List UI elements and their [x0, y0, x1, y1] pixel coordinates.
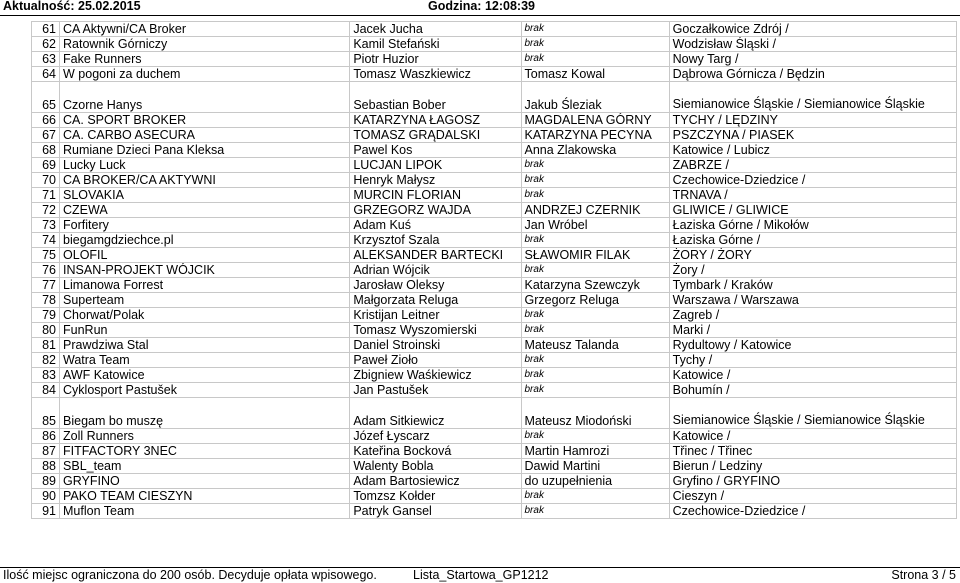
row-number: 65	[32, 82, 60, 113]
runner-2-name: brak	[521, 368, 669, 383]
table-row	[32, 203, 957, 218]
runner-1-name: Pawel Kos	[350, 143, 521, 158]
runner-2-name: brak	[521, 173, 669, 188]
team-name: Watra Team	[60, 353, 350, 368]
runner-2-name: brak	[521, 429, 669, 444]
city-cell: Siemianowice Śląskie / Siemianowice Śląskie	[669, 398, 956, 429]
city-cell: Marki /	[669, 323, 956, 338]
runner-2-name: Tomasz Kowal	[521, 67, 669, 82]
runner-2-name: brak	[521, 489, 669, 504]
row-number: 86	[32, 429, 60, 444]
runner-1-name: Kamil Stefański	[350, 37, 521, 52]
runner-1-name: Krzysztof Szala	[350, 233, 521, 248]
runner-1-name: Adrian Wójcik	[350, 263, 521, 278]
table-row	[32, 444, 957, 459]
team-name: SLOVAKIA	[60, 188, 350, 203]
runner-1-name: Daniel Stroinski	[350, 338, 521, 353]
row-number: 70	[32, 173, 60, 188]
table-row	[32, 263, 957, 278]
runner-1-name: Tomasz Waszkiewicz	[350, 67, 521, 82]
team-name: Lucky Luck	[60, 158, 350, 173]
row-number: 90	[32, 489, 60, 504]
runner-1-name: Kateřina Bocková	[350, 444, 521, 459]
city-cell: Łaziska Górne /	[669, 233, 956, 248]
runner-2-name: MAGDALENA GÓRNY	[521, 113, 669, 128]
city-cell: Goczałkowice Zdrój /	[669, 22, 956, 37]
table-row	[32, 293, 957, 308]
update-date: Aktualność: 25.02.2015	[3, 0, 141, 13]
row-number: 68	[32, 143, 60, 158]
table-row	[32, 398, 957, 429]
runner-1-name: Zbigniew Waśkiewicz	[350, 368, 521, 383]
runner-2-name: brak	[521, 52, 669, 67]
start-list-body	[32, 22, 957, 519]
runner-1-name: Adam Bartosiewicz	[350, 474, 521, 489]
runner-1-name: KATARZYNA ŁAGOSZ	[350, 113, 521, 128]
city-cell: Rydultowy / Katowice	[669, 338, 956, 353]
team-name: Muflon Team	[60, 504, 350, 519]
table-row	[32, 37, 957, 52]
runner-1-name: ALEKSANDER BARTECKI	[350, 248, 521, 263]
city-cell: TRNAVA /	[669, 188, 956, 203]
row-number: 81	[32, 338, 60, 353]
team-name: PAKO TEAM CIESZYN	[60, 489, 350, 504]
runner-1-name: TOMASZ GRĄDALSKI	[350, 128, 521, 143]
footer-list-name: Lista_Startowa_GP1212	[413, 568, 549, 582]
runner-2-name: brak	[521, 233, 669, 248]
row-number: 75	[32, 248, 60, 263]
row-number: 84	[32, 383, 60, 398]
table-row	[32, 143, 957, 158]
runner-1-name: Józef Łyscarz	[350, 429, 521, 444]
row-number: 76	[32, 263, 60, 278]
city-cell: Łaziska Górne / Mikołów	[669, 218, 956, 233]
runner-2-name: Mateusz Talanda	[521, 338, 669, 353]
row-number: 80	[32, 323, 60, 338]
team-name: INSAN-PROJEKT WÓJCIK	[60, 263, 350, 278]
table-row	[32, 278, 957, 293]
runner-2-name: Martin Hamrozi	[521, 444, 669, 459]
row-number: 77	[32, 278, 60, 293]
city-cell: Cieszyn /	[669, 489, 956, 504]
team-name: Rumiane Dzieci Pana Kleksa	[60, 143, 350, 158]
row-number: 85	[32, 398, 60, 429]
city-cell: Bohumín /	[669, 383, 956, 398]
footer-note: Ilość miejsc ograniczona do 200 osób. Decyduje opłata wpisowego.	[3, 568, 377, 582]
team-name: Prawdziwa Stal	[60, 338, 350, 353]
city-cell: Czechowice-Dziedzice /	[669, 504, 956, 519]
row-number: 88	[32, 459, 60, 474]
row-number: 83	[32, 368, 60, 383]
runner-2-name: Dawid Martini	[521, 459, 669, 474]
header-rule	[0, 15, 960, 16]
team-name: FunRun	[60, 323, 350, 338]
row-number: 79	[32, 308, 60, 323]
city-cell: Bierun / Ledziny	[669, 459, 956, 474]
city-cell: Wodzisław Śląski /	[669, 37, 956, 52]
city-cell: Siemianowice Śląskie / Siemianowice Śląskie	[669, 82, 956, 113]
runner-2-name: brak	[521, 158, 669, 173]
table-row	[32, 128, 957, 143]
team-name: Limanowa Forrest	[60, 278, 350, 293]
start-list-table	[31, 21, 957, 519]
runner-1-name: Jan Pastušek	[350, 383, 521, 398]
row-number: 78	[32, 293, 60, 308]
team-name: GRYFINO	[60, 474, 350, 489]
team-name: CZEWA	[60, 203, 350, 218]
row-number: 66	[32, 113, 60, 128]
row-number: 72	[32, 203, 60, 218]
runner-1-name: GRZEGORZ WAJDA	[350, 203, 521, 218]
runner-2-name: Anna Zlakowska	[521, 143, 669, 158]
team-name: CA Aktywni/CA Broker	[60, 22, 350, 37]
runner-1-name: Walenty Bobla	[350, 459, 521, 474]
runner-2-name: Jakub Śleziak	[521, 82, 669, 113]
table-row	[32, 52, 957, 67]
table-row	[32, 188, 957, 203]
city-cell: Dąbrowa Górnicza / Będzin	[669, 67, 956, 82]
row-number: 63	[32, 52, 60, 67]
runner-2-name: brak	[521, 383, 669, 398]
runner-1-name: Jarosław Oleksy	[350, 278, 521, 293]
team-name: Fake Runners	[60, 52, 350, 67]
runner-2-name: brak	[521, 308, 669, 323]
team-name: FITFACTORY 3NEC	[60, 444, 350, 459]
table-row	[32, 459, 957, 474]
runner-2-name: brak	[521, 188, 669, 203]
runner-2-name: do uzupełnienia	[521, 474, 669, 489]
table-row	[32, 67, 957, 82]
team-name: SBL_team	[60, 459, 350, 474]
row-number: 87	[32, 444, 60, 459]
city-cell: Třinec / Třinec	[669, 444, 956, 459]
table-row	[32, 383, 957, 398]
footer-page-number: Strona 3 / 5	[891, 568, 956, 582]
row-number: 61	[32, 22, 60, 37]
team-name: CA. CARBO ASECURA	[60, 128, 350, 143]
runner-2-name: brak	[521, 22, 669, 37]
table-row	[32, 308, 957, 323]
runner-1-name: LUCJAN LIPOK	[350, 158, 521, 173]
team-name: biegamgdziechce.pl	[60, 233, 350, 248]
runner-1-name: Kristijan Leitner	[350, 308, 521, 323]
team-name: Superteam	[60, 293, 350, 308]
runner-1-name: Henryk Małysz	[350, 173, 521, 188]
table-row	[32, 429, 957, 444]
city-cell: Żory /	[669, 263, 956, 278]
runner-1-name: Tomasz Wyszomierski	[350, 323, 521, 338]
city-cell: Katowice / Lubicz	[669, 143, 956, 158]
table-row	[32, 474, 957, 489]
city-cell: Nowy Targ /	[669, 52, 956, 67]
runner-2-name: Mateusz Miodoński	[521, 398, 669, 429]
city-cell: TYCHY / LĘDZINY	[669, 113, 956, 128]
runner-1-name: MURCIN FLORIAN	[350, 188, 521, 203]
update-time: Godzina: 12:08:39	[428, 0, 535, 13]
row-number: 74	[32, 233, 60, 248]
table-row	[32, 248, 957, 263]
team-name: OLOFIL	[60, 248, 350, 263]
table-row	[32, 113, 957, 128]
team-name: CA. SPORT BROKER	[60, 113, 350, 128]
runner-1-name: Piotr Huzior	[350, 52, 521, 67]
city-cell: Zagreb /	[669, 308, 956, 323]
city-cell: GLIWICE / GLIWICE	[669, 203, 956, 218]
table-row	[32, 173, 957, 188]
runner-1-name: Małgorzata Reluga	[350, 293, 521, 308]
runner-1-name: Paweł Zioło	[350, 353, 521, 368]
row-number: 67	[32, 128, 60, 143]
team-name: W pogoni za duchem	[60, 67, 350, 82]
runner-1-name: Tomzsz Kołder	[350, 489, 521, 504]
runner-2-name: ANDRZEJ CZERNIK	[521, 203, 669, 218]
table-row	[32, 338, 957, 353]
page-header	[0, 0, 960, 14]
team-name: Forfitery	[60, 218, 350, 233]
row-number: 82	[32, 353, 60, 368]
row-number: 89	[32, 474, 60, 489]
team-name: Chorwat/Polak	[60, 308, 350, 323]
city-cell: Warszawa / Warszawa	[669, 293, 956, 308]
city-cell: ŻORY / ŻORY	[669, 248, 956, 263]
runner-2-name: brak	[521, 37, 669, 52]
runner-2-name: SŁAWOMIR FILAK	[521, 248, 669, 263]
runner-2-name: brak	[521, 504, 669, 519]
runner-1-name: Adam Kuś	[350, 218, 521, 233]
page-footer	[0, 569, 960, 583]
runner-2-name: Katarzyna Szewczyk	[521, 278, 669, 293]
team-name: Zoll Runners	[60, 429, 350, 444]
row-number: 91	[32, 504, 60, 519]
city-cell: Czechowice-Dziedzice /	[669, 173, 956, 188]
runner-2-name: KATARZYNA PECYNA	[521, 128, 669, 143]
runner-2-name: brak	[521, 323, 669, 338]
runner-1-name: Sebastian Bober	[350, 82, 521, 113]
city-cell: Tychy /	[669, 353, 956, 368]
runner-1-name: Jacek Jucha	[350, 22, 521, 37]
runner-1-name: Adam Sitkiewicz	[350, 398, 521, 429]
city-cell: ZABRZE /	[669, 158, 956, 173]
team-name: AWF Katowice	[60, 368, 350, 383]
team-name: Cyklosport Pastušek	[60, 383, 350, 398]
team-name: Czorne Hanys	[60, 82, 350, 113]
row-number: 64	[32, 67, 60, 82]
runner-2-name: brak	[521, 263, 669, 278]
row-number: 69	[32, 158, 60, 173]
table-row	[32, 323, 957, 338]
city-cell: Katowice /	[669, 429, 956, 444]
runner-2-name: Grzegorz Reluga	[521, 293, 669, 308]
table-row	[32, 353, 957, 368]
team-name: Biegam bo muszę	[60, 398, 350, 429]
table-row	[32, 368, 957, 383]
city-cell: Gryfino / GRYFINO	[669, 474, 956, 489]
city-cell: PSZCZYNA / PIASEK	[669, 128, 956, 143]
row-number: 62	[32, 37, 60, 52]
table-row	[32, 233, 957, 248]
table-row	[32, 158, 957, 173]
runner-1-name: Patryk Gansel	[350, 504, 521, 519]
table-row	[32, 489, 957, 504]
city-cell: Tymbark / Kraków	[669, 278, 956, 293]
runner-2-name: brak	[521, 353, 669, 368]
team-name: CA BROKER/CA AKTYWNI	[60, 173, 350, 188]
row-number: 71	[32, 188, 60, 203]
runner-2-name: Jan Wróbel	[521, 218, 669, 233]
table-row	[32, 218, 957, 233]
table-row	[32, 82, 957, 113]
city-cell: Katowice /	[669, 368, 956, 383]
table-row	[32, 22, 957, 37]
row-number: 73	[32, 218, 60, 233]
table-row	[32, 504, 957, 519]
team-name: Ratownik Górniczy	[60, 37, 350, 52]
